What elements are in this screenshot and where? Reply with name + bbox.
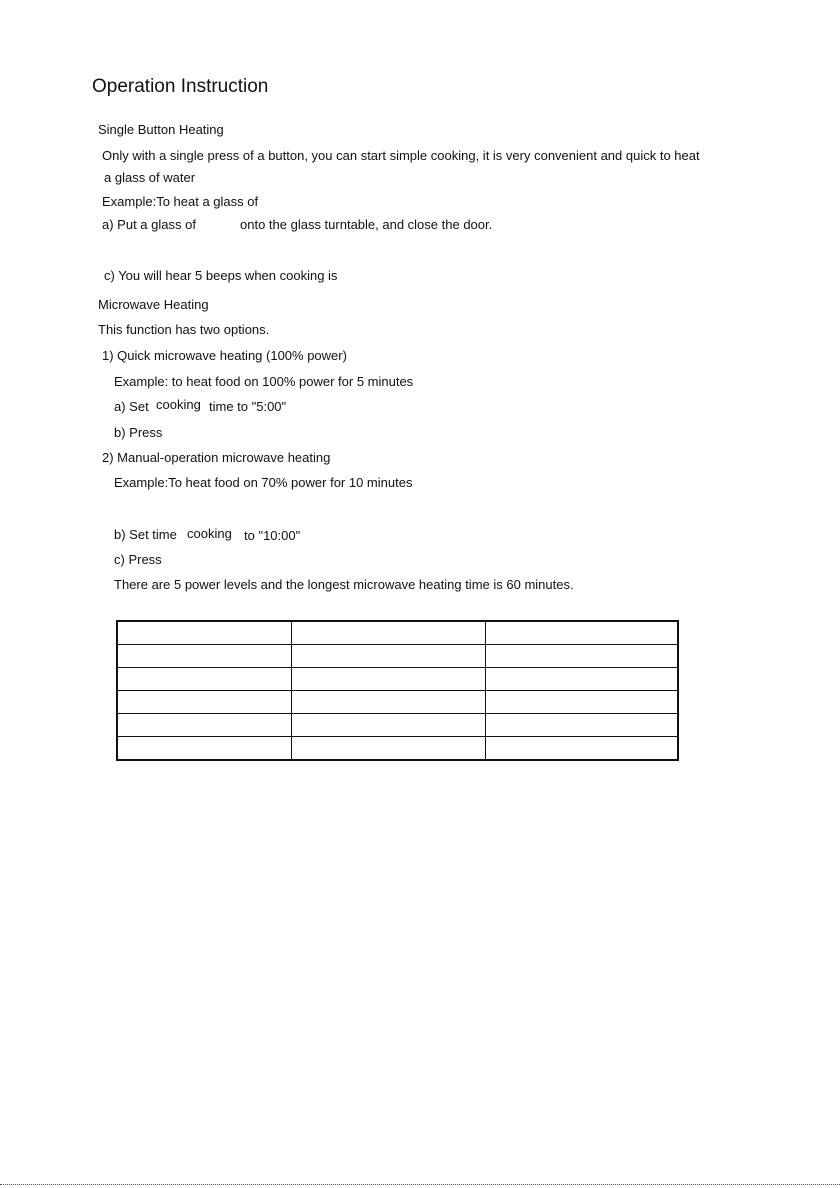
option2-step-b-part2: cooking: [187, 526, 232, 541]
table-cell: [117, 645, 292, 668]
single-button-step-a-part1: a) Put a glass of: [102, 217, 196, 232]
table-cell: [485, 645, 678, 668]
option2-heading: 2) Manual-operation microwave heating: [102, 450, 331, 465]
page-title: Operation Instruction: [92, 76, 269, 97]
table-row: [117, 714, 678, 737]
single-button-desc-line1: Only with a single press of a button, you can start simple cooking, it is very convenient and quick to heat: [102, 148, 700, 163]
table-cell: [485, 714, 678, 737]
table-cell: [292, 645, 485, 668]
table-row: [117, 691, 678, 714]
table-cell: [485, 668, 678, 691]
single-button-step-c: c) You will hear 5 beeps when cooking is: [104, 268, 338, 283]
microwave-intro: This function has two options.: [98, 322, 270, 337]
option2-example: Example:To heat food on 70% power for 10 minutes: [114, 475, 413, 490]
table-cell: [117, 737, 292, 761]
single-button-desc-line2: a glass of water: [104, 170, 196, 185]
option1-example: Example: to heat food on 100% power for 5 minutes: [114, 374, 414, 389]
option2-step-b-part1: b) Set time: [114, 527, 177, 542]
table-row: [117, 645, 678, 668]
option1-heading: 1) Quick microwave heating (100% power): [102, 348, 347, 363]
table-cell: [292, 714, 485, 737]
table-cell: [485, 737, 678, 761]
table-row: [117, 621, 678, 645]
table-cell: [485, 621, 678, 645]
option1-step-a-part1: a) Set: [114, 399, 149, 414]
power-levels-note: There are 5 power levels and the longest microwave heating time is 60 minutes.: [114, 577, 574, 592]
table-row: [117, 668, 678, 691]
option1-step-b: b) Press: [114, 425, 163, 440]
table-cell: [117, 621, 292, 645]
table-cell: [117, 714, 292, 737]
microwave-heading: Microwave Heating: [98, 297, 209, 312]
table-cell: [292, 668, 485, 691]
table-row: [117, 737, 678, 761]
table-cell: [485, 691, 678, 714]
table-cell: [117, 668, 292, 691]
single-button-heading: Single Button Heating: [98, 122, 224, 137]
option1-step-a-part3: time to "5:00": [209, 399, 287, 414]
power-level-table: [116, 620, 679, 761]
single-button-step-a-part2: onto the glass turntable, and close the door.: [240, 217, 493, 232]
table-cell: [292, 737, 485, 761]
table-cell: [292, 621, 485, 645]
table-cell: [117, 691, 292, 714]
single-button-example: Example:To heat a glass of: [102, 194, 259, 209]
option2-step-b-part3: to "10:00": [244, 528, 301, 543]
page-bottom-divider: [0, 1184, 840, 1185]
option2-step-c: c) Press: [114, 552, 162, 567]
table-cell: [292, 691, 485, 714]
option1-step-a-part2: cooking: [156, 397, 201, 412]
